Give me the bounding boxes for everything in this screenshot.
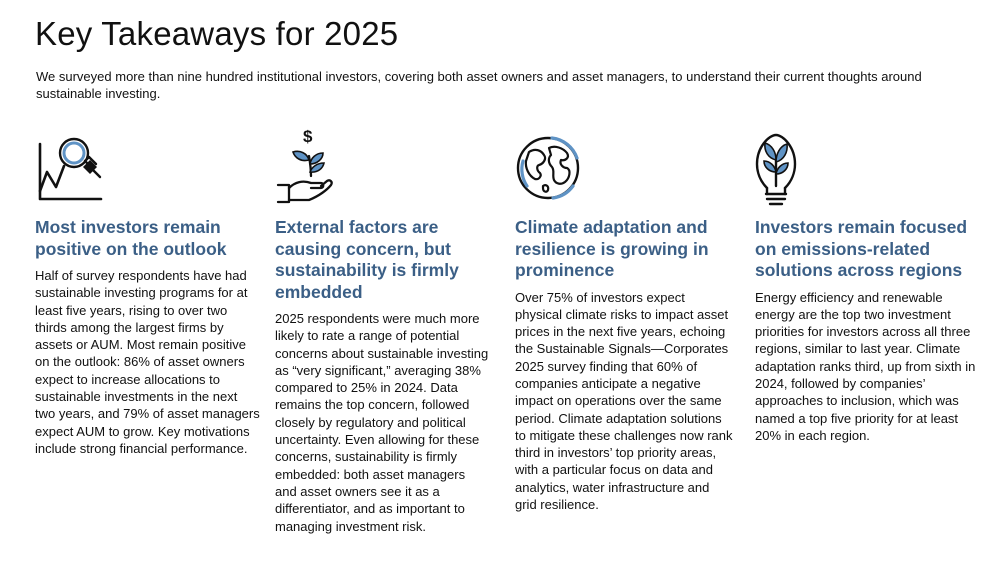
chart-magnifier-icon — [35, 128, 115, 208]
intro-paragraph: We surveyed more than nine hundred institutional investors, covering both asset owners and asset managers, to understand their current thoughts around sustainable investing. — [36, 69, 922, 101]
svg-text:$: $ — [303, 128, 313, 146]
hand-plant-dollar-icon — [275, 128, 355, 208]
takeaway-body: Energy efficiency and renewable energy are the top two investment priorities for investors across all three regions, similar to last year. Climate adaptation ranks third, up from sixth in 2024, followed by companies’ approaches to inclusion, which was named a top five priority for at least 20% in each region. — [755, 289, 976, 443]
takeaway-heading: Investors remain focused on emissions-related solutions across regions — [755, 217, 968, 280]
takeaway-heading: Most investors remain positive on the outlook — [35, 217, 227, 259]
globe-icon — [515, 128, 595, 208]
takeaway-column-outlook — [35, 128, 260, 457]
takeaway-heading: External factors are causing concern, but sustainability is firmly embedded — [275, 217, 459, 302]
takeaway-heading: Climate adaptation and resilience is growing in prominence — [515, 217, 709, 280]
takeaway-body: Over 75% of investors expect physical climate risks to impact asset prices in the next five years, echoing the Sustainable Signals—Corporates 2025 survey finding that 60% of companies anticipate a negative impact on operations over the same period. Climate adaptation solutions to mitigate these challenges now rank third in investors’ top priority areas, with a particular focus on data and analytics, water infrastructure and grid resilience. — [515, 289, 733, 513]
takeaway-body: Half of survey respondents have had sustainable investing programs for at least five years, rising to over two thirds among the largest firms by assets or AUM. Most remain positive on the outlook: 86% of asset owners expect to increase allocations to sustainable investments in the next two years, and 79% of asset managers expect AUM to grow. Key motivations include strong financial performance. — [35, 268, 260, 456]
takeaway-body: 2025 respondents were much more likely to rate a range of potential concerns about sustainable investing as “very significant,” averaging 38% compared to 25% in 2024. Data remains the top concern, followed closely by regulatory and political uncertainty. Even allowing for these concerns, sustainability is firmly embedded: both asset managers and asset owners see it as a differentiator, and as important to managing investment risk. — [275, 311, 489, 534]
takeaway-column-adaptation — [515, 128, 733, 513]
takeaway-column-concern — [275, 128, 490, 535]
lightbulb-leaf-icon — [755, 128, 835, 208]
takeaway-column-emissions — [755, 128, 980, 444]
page-title: Key Takeaways for 2025 — [35, 15, 399, 52]
